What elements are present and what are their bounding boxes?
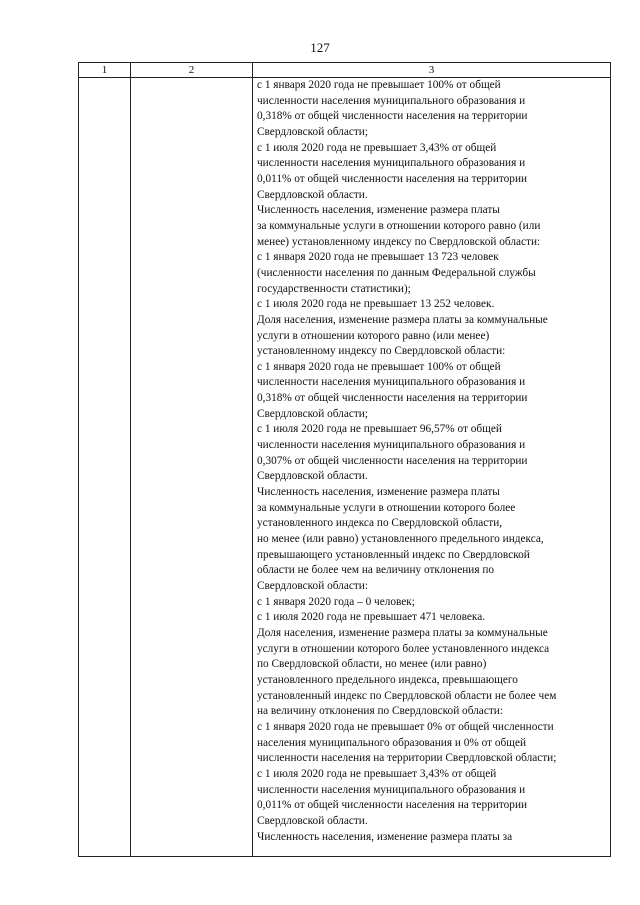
text-line: 0,011% от общей численности населения на территории bbox=[257, 172, 528, 185]
text-line: численности населения муниципального образования и bbox=[257, 157, 526, 170]
text-line: области не более чем на величину отклонения по bbox=[257, 564, 495, 577]
text-line: с 1 января 2020 года – 0 человек; bbox=[257, 595, 415, 608]
text-line: (численности населения по данным Федеральной службы bbox=[257, 266, 536, 279]
table-body-row bbox=[79, 78, 611, 857]
text-line: с 1 января 2020 года не превышает 100% от общей bbox=[257, 360, 501, 373]
column-1-cell bbox=[79, 78, 131, 857]
text-line: с 1 января 2020 года не превышает 13 723 человек bbox=[257, 251, 499, 264]
text-line: установленному индексу по Свердловской области: bbox=[257, 345, 506, 358]
text-line: Свердловской области. bbox=[257, 470, 368, 483]
document-table bbox=[78, 62, 611, 857]
text-line: за коммунальные услуги в отношении которого равно (или bbox=[257, 219, 541, 232]
text-line: Свердловской области. bbox=[257, 814, 368, 827]
text-line: 0,307% от общей численности населения на территории bbox=[257, 454, 528, 467]
text-line: Свердловской области. bbox=[257, 188, 368, 201]
text-line: с 1 июля 2020 года не превышает 13 252 человек. bbox=[257, 298, 495, 311]
text-line: с 1 января 2020 года не превышает 0% от общей численности bbox=[257, 720, 554, 733]
table-header-row bbox=[79, 63, 611, 78]
text-line: Численность населения, изменение размера платы bbox=[257, 486, 500, 499]
text-line: численности населения на территории Свердловской области; bbox=[257, 752, 557, 765]
column-3-cell bbox=[253, 78, 611, 857]
text-line: по Свердловской области, но менее (или равно) bbox=[257, 658, 487, 671]
text-line: Доля населения, изменение размера платы за коммунальные bbox=[257, 313, 548, 326]
text-line: Доля населения, изменение размера платы за коммунальные bbox=[257, 626, 548, 639]
text-line: с 1 июля 2020 года не превышает 3,43% от общей bbox=[257, 141, 497, 154]
text-line: численности населения муниципального образования и bbox=[257, 376, 526, 389]
text-line: Численность населения, изменение размера платы за bbox=[257, 830, 513, 843]
column-header-3: 3 bbox=[253, 63, 611, 78]
text-line: населения муниципального образования и 0% от общей bbox=[257, 736, 527, 749]
text-line: Свердловской области; bbox=[257, 407, 368, 420]
text-line: 0,011% от общей численности населения на территории bbox=[257, 799, 528, 812]
text-line: численности населения муниципального образования и bbox=[257, 94, 526, 107]
text-lines bbox=[257, 78, 606, 845]
text-line: установленного индекса по Свердловской области, bbox=[257, 517, 503, 530]
text-line: услуги в отношении которого равно (или менее) bbox=[257, 329, 490, 342]
text-line: государственности статистики); bbox=[257, 282, 411, 295]
text-line: превышающего установленный индекс по Свердловской bbox=[257, 548, 530, 561]
text-line: установленный индекс по Свердловской области не более чем bbox=[257, 689, 557, 702]
page-number: 127 bbox=[310, 40, 330, 55]
column-header-2: 2 bbox=[131, 63, 253, 78]
text-line: Численность населения, изменение размера платы bbox=[257, 204, 500, 217]
text-line: за коммунальные услуги в отношении которого более bbox=[257, 501, 516, 514]
text-line: численности населения муниципального образования и bbox=[257, 439, 526, 452]
text-line: 0,318% от общей численности населения на территории bbox=[257, 110, 528, 123]
column-header-1: 1 bbox=[79, 63, 131, 78]
text-line: с 1 июля 2020 года не превышает 96,57% от общей bbox=[257, 423, 502, 436]
text-line: Свердловской области: bbox=[257, 580, 368, 592]
text-line: Свердловской области; bbox=[257, 125, 368, 138]
text-line: 0,318% от общей численности населения на территории bbox=[257, 392, 528, 405]
text-line: с 1 января 2020 года не превышает 100% от общей bbox=[257, 79, 501, 91]
text-line: численности населения муниципального образования и bbox=[257, 783, 526, 796]
column-2-cell bbox=[131, 78, 253, 857]
text-line: услуги в отношении которого более установленного индекса bbox=[257, 642, 550, 655]
text-line: установленного предельного индекса, превышающего bbox=[257, 673, 518, 686]
text-line: менее) установленному индексу по Свердловской области: bbox=[257, 235, 541, 248]
text-line: с 1 июля 2020 года не превышает 471 человека. bbox=[257, 611, 486, 624]
text-line: но менее (или равно) установленного предельного индекса, bbox=[257, 533, 544, 546]
text-line: с 1 июля 2020 года не превышает 3,43% от общей bbox=[257, 767, 497, 780]
text-line: на величину отклонения по Свердловской области: bbox=[257, 705, 503, 718]
